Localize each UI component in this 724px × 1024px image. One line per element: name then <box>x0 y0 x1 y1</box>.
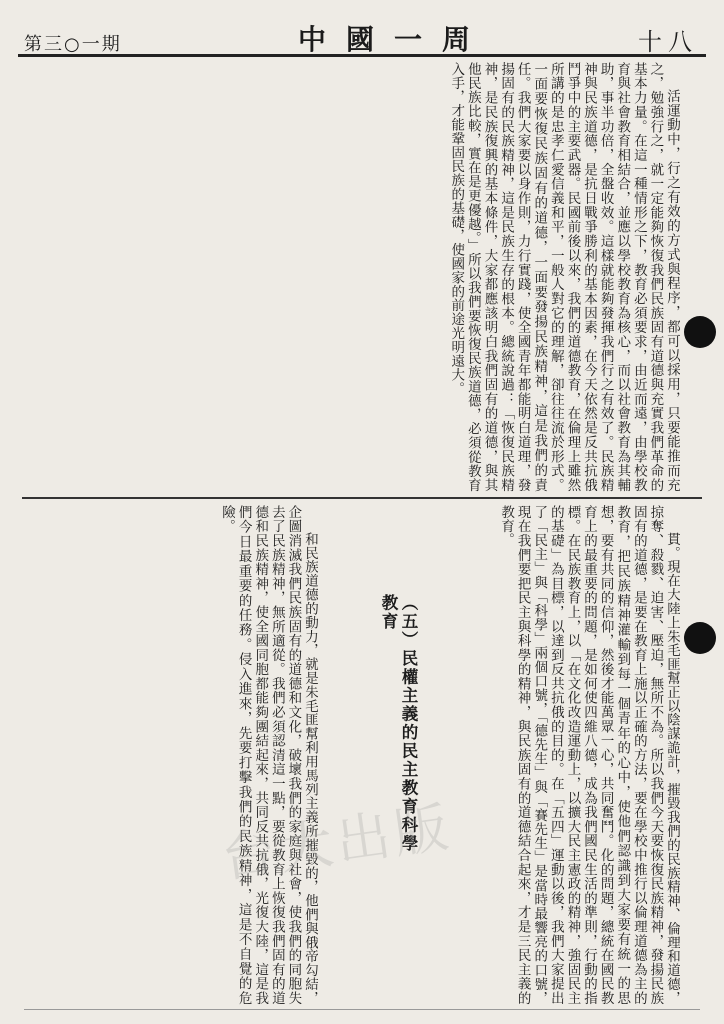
binding-hole-bottom <box>684 622 716 654</box>
bottom-right-text-block <box>322 505 680 1005</box>
binding-hole-top <box>684 316 716 348</box>
issue-number: 第三○一期 <box>24 34 122 55</box>
bottom-left-paragraph: 和民族道德的動力，就是朱毛匪幫利用馬列主義所摧毀的，他們與俄帝勾結，企圖消滅我們民族固有的道德和文化，破壞我們的家庭與社會，使我們的同胞失去了民族精神，無所適從。我們必須認清這一點，要從教育上恢復我們固有的道德和民族精神，使全國同胞都能夠團結起來，共同反共抗俄，光復大陸，這是我們今日最重要的任務。侵入進來，先要打擊我們的民族精神，這是不自覺的危險。 <box>219 505 318 1005</box>
page-header <box>18 14 706 57</box>
publication-title: 中國一周 <box>298 23 491 56</box>
bottom-left-text-block <box>28 505 318 1005</box>
top-text-block <box>28 62 680 492</box>
section-title: （五）民權主義的民主教育科學教育 <box>379 594 418 853</box>
top-paragraph: 活運動中，行之有效的方式與程序，都可以採用，只要能推而充之，勉強行之，就一定能夠恢復我們民族固有道德與充實我們革命的基本力量。在這一種情形之下，教育必須要求，由近而遠，由學校教育與社會教育相結合，並應以學校教育為核心，而以社會教育為其輔助，事半功倍，全盤收效。這樣就能夠發揮我們行之有效了。民族精神與民族道德，是抗日戰爭勝利的基本因素，在今天依然是反共抗俄鬥爭中的主要武器。民國前後以來，我們的道德教育，在倫理上雖然所講的是忠孝仁愛信義和平，一般人對它的理解，卻往往流於形式。一面要恢復民族固有的道德，一面要發揚民族精神，這是我們的責任。我們大家要以身作則，力行實踐，使全國青年都能明白道理，發揚固有的民族精神，這是民族生存的根本。總統說過：「恢復民族精神，是民族復興的基本條件，大家都應該明白我們固有的道德，與其他民族比較，實在是更優越。」所以我們要恢復民族道德，必須從教育入手，才能鞏固民族的基礎，使國家的前途光明遠大。 <box>448 62 680 492</box>
bottom-right-paragraph: 貫。現在大陸上朱毛匪幫正以陰謀詭計，摧毀我們的民族精神、倫理和道德，掠奪、殺戮、迫害、壓迫，無所不為。所以我們今天要恢復民族精神，發揚民族固有的道德，是要在教育上施以正確的方法，要在學校中推行以倫理道德為主的教育，把民族精神灌輸到每一個青年的心中，使他們認識到大家要有統一的思想，要有共同的信仰，然後才能萬眾一心，共同奮鬥。化的問題，總統在國民教育上的最重要的問題，是如何使四維八德，成為我們國民生活的準則，行動的指標。在民族教育上，以「在文化改造運動上，以擴大民主憲政的精神，強固民主的基礎」為目標，以達到反共抗俄的目的。在「五四」運動以後，我們大家提出了「民主」與「科學」兩個口號，「德先生」與「賽先生」是當時最響亮的口號，現在我們要把民主與科學的精神，與民族固有的道德結合起來，才是三民主義的教育。 <box>498 505 680 1005</box>
page-bottom-edge <box>24 1009 700 1010</box>
watermark: 台大出版 <box>217 795 456 890</box>
section-divider <box>22 497 702 499</box>
page-number: 十八 <box>638 28 698 56</box>
